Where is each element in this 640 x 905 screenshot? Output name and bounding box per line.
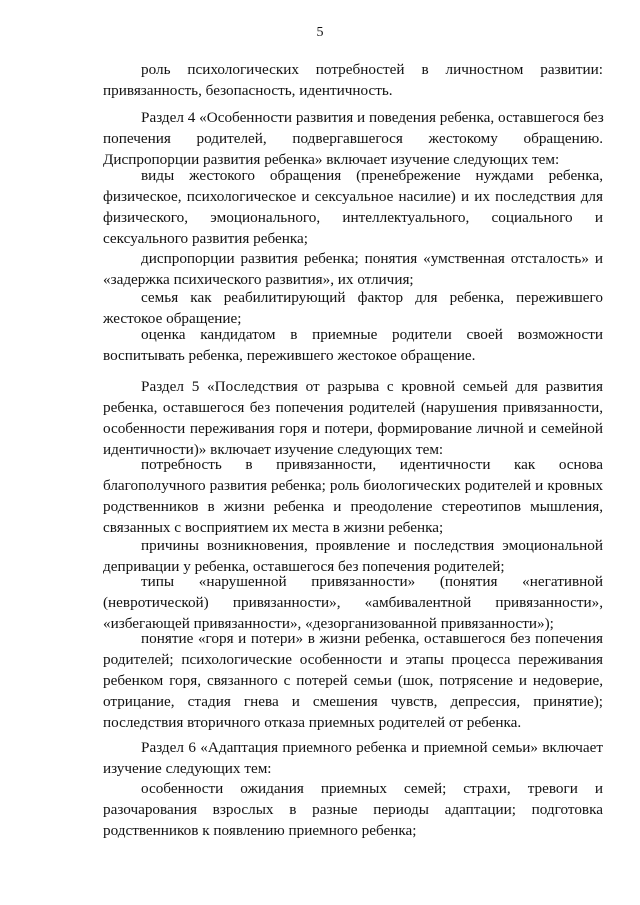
paragraph [103,571,603,634]
text-line: причины возникновения, проявление и последствия эмоциональной [141,537,603,554]
paragraph [103,287,603,329]
text-line: (невротической) привязанности», «амбивалентной привязанности», [103,594,603,611]
text-line: физическое, психологическое и сексуальное насилие) и их последствия для [103,188,603,205]
text-line: благополучного развития ребенка; роль биологических родителей и кровных [103,477,603,494]
text-line: Диспропорции развития ребенка» включает изучение следующих тем: [103,151,560,168]
text-line: диспропорции развития ребенка; понятия «умственная отсталость» и [141,250,603,267]
text-line: жестокое обращение; [103,310,242,327]
text-line: ребенком горя, связанного с потерей семьи (шок, потрясение и недоверие, [103,672,603,689]
text-line: потребность в привязанности, идентичности как основа [141,456,603,473]
paragraph [103,59,603,101]
text-line: семья как реабилитирующий фактор для ребенка, пережившего [141,289,603,306]
text-line: связанных с восприятием их места в жизни ребенка; [103,519,444,536]
paragraph [103,248,603,290]
text-line: разочарования взрослых в разные периоды адаптации; подготовка [103,801,603,818]
paragraph [103,778,603,841]
paragraph [103,628,603,733]
text-line: «избегающей привязанности», «дезорганизованной привязанности»); [103,615,554,632]
text-line: родителей; психологические особенности и этапы процесса переживания [103,651,603,668]
text-line: сексуального развития ребенка; [103,230,308,247]
text-line: отрицание, стадия гнева и смешения чувств, депрессия, принятие); [103,693,603,710]
text-line: физического, эмоционального, интеллектуального, социального и [103,209,603,226]
text-line: типы «нарушенной привязанности» (понятия «негативной [141,573,603,590]
paragraph [103,324,603,366]
text-line: Раздел 4 «Особенности развития и поведения ребенка, оставшегося без [141,109,604,126]
page-number: 5 [316,25,324,40]
text-line: привязанность, безопасность, идентичность. [103,82,393,99]
paragraph [103,376,603,460]
text-line: воспитывать ребенка, пережившего жестокое обращение. [103,347,476,364]
text-line: попечения родителей, подвергавшегося жестокому обращению. [103,130,603,147]
text-line: понятие «горя и потери» в жизни ребенка, оставшегося без попечения [141,630,603,647]
text-line: идентичности)» включает изучение следующих тем: [103,441,444,458]
text-line: депривации у ребенка, оставшегося без попечения родителей; [103,558,505,575]
text-line: особенности ожидания приемных семей; страхи, тревоги и [141,780,603,797]
text-line: изучение следующих тем: [103,760,272,777]
text-line: Раздел 6 «Адаптация приемного ребенка и приемной семьи» включает [141,739,603,756]
text-line: роль психологических потребностей в личностном развитии: [141,61,603,78]
text-line: родственников в жизни ребенка и преодоление стереотипов мышления, [103,498,603,515]
text-line: ребенка, оставшегося без попечения родителей (нарушения привязанности, [103,399,603,416]
paragraph [103,454,603,538]
text-line: родственников к появлению приемного ребенка; [103,822,417,839]
paragraph [103,165,603,249]
paragraph [103,107,603,170]
text-line: виды жестокого обращения (пренебрежение нуждами ребенка, [141,167,603,184]
paragraph [103,737,603,779]
text-line: особенности переживания горя и потери, формирование личной и семейной [103,420,603,437]
text-line: последствия вторичного отказа приемных родителей от ребенка. [103,714,522,731]
text-line: «задержка психического развития», их отличия; [103,271,414,288]
text-line: Раздел 5 «Последствия от разрыва с кровной семьей для развития [141,378,603,395]
text-line: оценка кандидатом в приемные родители своей возможности [141,326,603,343]
